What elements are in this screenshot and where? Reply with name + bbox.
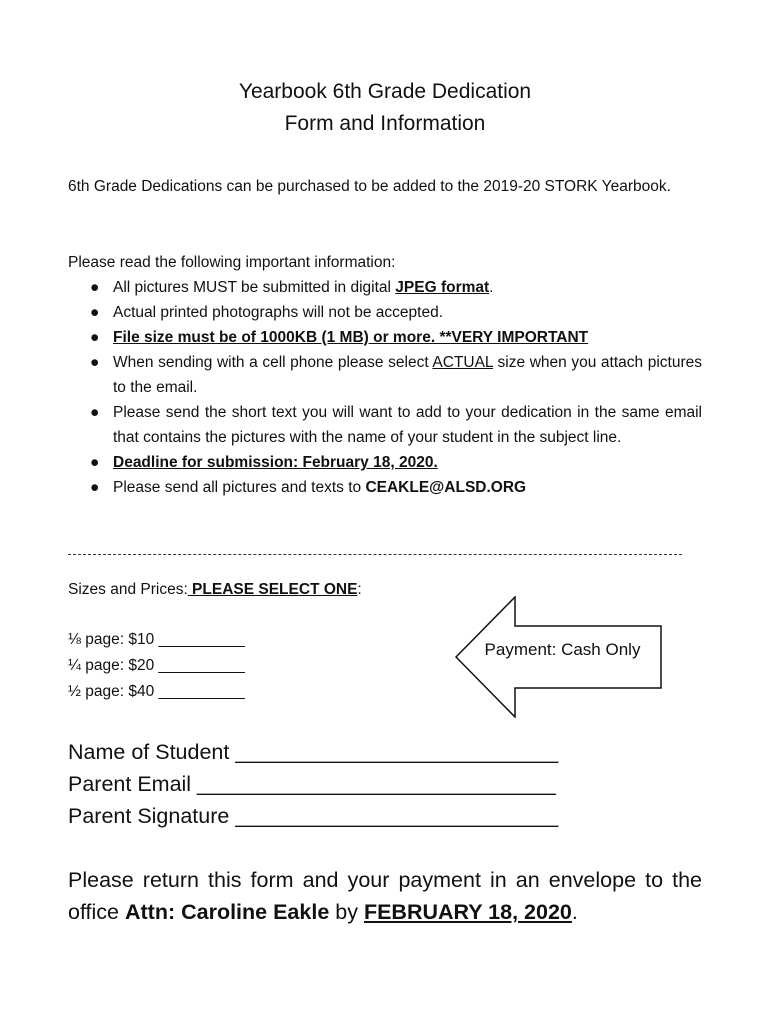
- list-item: [68, 325, 702, 350]
- bullet-icon: ●: [90, 329, 100, 346]
- list-item: ● Please send the short text you will want to add to your dedication in the same email that contains the pictures with the name of your student in the subject line.: [68, 400, 702, 450]
- list-item: ● Actual printed photographs will not be accepted.: [68, 300, 702, 325]
- price-option-half: ½ page: $40 __________: [68, 683, 245, 700]
- page-title: Yearbook 6th Grade Dedication: [238, 80, 532, 103]
- intro-paragraph: 6th Grade Dedications can be purchased to be added to the 2019-20 STORK Yearbook.: [68, 178, 671, 195]
- sizes-heading: Sizes and Prices: PLEASE SELECT ONE:: [68, 581, 362, 598]
- payment-label: Payment: Cash Only: [484, 640, 641, 659]
- list-item: ● Please send all pictures and texts to CEAKLE@ALSD.ORG: [68, 475, 702, 500]
- parent-email-field: Parent Email ______________________________: [68, 772, 556, 796]
- price-options: [68, 627, 245, 705]
- bullet-icon: ●: [90, 479, 100, 496]
- page-subtitle: Form and Information: [284, 112, 486, 135]
- return-instructions: Please return this form and your payment in an envelope to the office Attn: Caroline Eakle by FEBRUARY 18, 2020.: [68, 868, 702, 924]
- bullet-icon: ●: [90, 454, 100, 471]
- bullet-icon: ●: [90, 404, 100, 421]
- parent-signature-field: Parent Signature ___________________________: [68, 804, 559, 828]
- bullet-icon: ●: [90, 354, 100, 371]
- bullet-icon: ●: [90, 279, 100, 296]
- section-divider: [68, 554, 682, 555]
- info-heading: Please read the following important information:: [68, 254, 396, 271]
- student-name-field: Name of Student ___________________________: [68, 740, 559, 764]
- price-option-eighth: ⅛ page: $10 __________: [68, 631, 245, 648]
- actual-size-emphasis: ACTUAL: [432, 354, 493, 371]
- list-item: [68, 450, 702, 475]
- price-option-quarter: ¼ page: $20 __________: [68, 657, 245, 674]
- jpeg-format-emphasis: JPEG format: [395, 279, 490, 296]
- info-list: [68, 275, 702, 500]
- list-item: ● When sending with a cell phone please select ACTUAL size when you attach pictures to the email.: [68, 350, 702, 400]
- file-size-requirement: File size must be of 1000KB (1 MB) or more. **VERY IMPORTANT: [113, 329, 589, 346]
- list-item: ● All pictures MUST be submitted in digital JPEG format.: [68, 275, 702, 300]
- return-deadline: FEBRUARY 18, 2020: [363, 900, 572, 924]
- signature-fields: [68, 736, 558, 832]
- bullet-icon: ●: [90, 304, 100, 321]
- deadline-text: Deadline for submission: February 18, 2020.: [113, 454, 438, 471]
- select-one-emphasis: PLEASE SELECT ONE: [187, 581, 358, 598]
- attn-name: Attn: Caroline Eakle: [124, 900, 330, 924]
- contact-email: CEAKLE@ALSD.ORG: [365, 479, 527, 496]
